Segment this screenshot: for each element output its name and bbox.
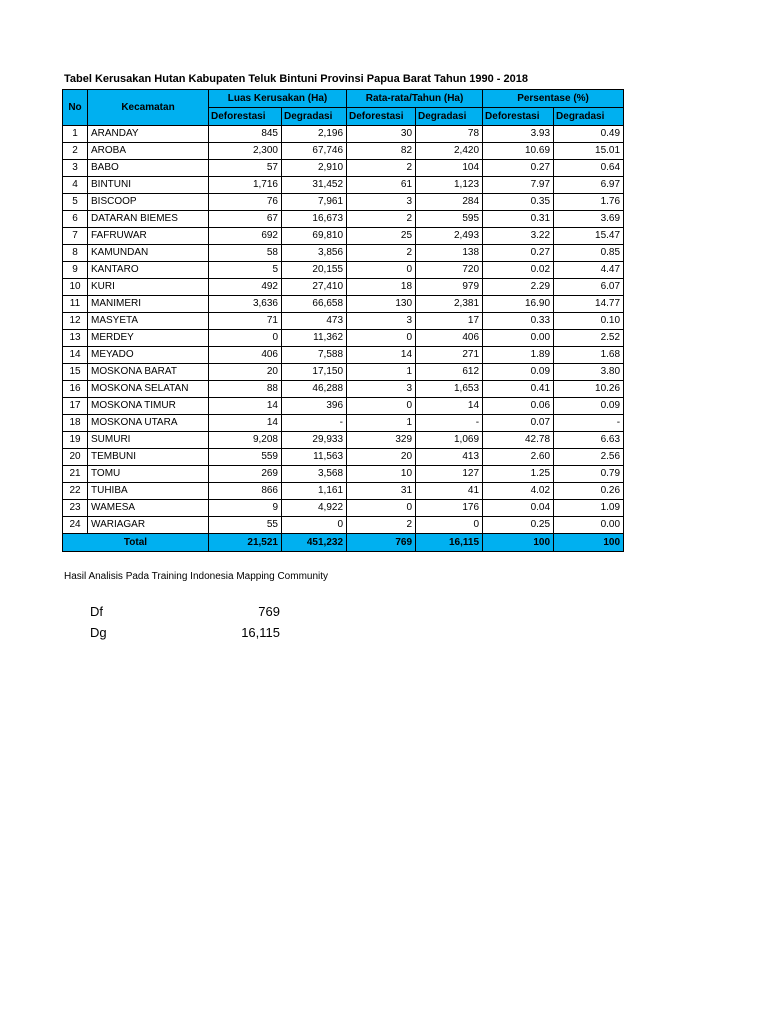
cell-rata-degradasi: 2,493 bbox=[416, 228, 483, 245]
cell-luas-deforestasi: 692 bbox=[209, 228, 282, 245]
total-luas-deforestasi: 21,521 bbox=[209, 534, 282, 552]
summary-value-df: 769 bbox=[258, 604, 280, 619]
cell-persen-deforestasi: 16.90 bbox=[483, 296, 554, 313]
cell-luas-degradasi: 7,588 bbox=[282, 347, 347, 364]
header-luas-kerusakan: Luas Kerusakan (Ha) bbox=[209, 90, 347, 108]
cell-luas-deforestasi: 5 bbox=[209, 262, 282, 279]
cell-rata-degradasi: 41 bbox=[416, 483, 483, 500]
table-body bbox=[63, 126, 624, 552]
cell-rata-degradasi: - bbox=[416, 415, 483, 432]
cell-kecamatan: TOMU bbox=[88, 466, 209, 483]
table-row bbox=[63, 449, 624, 466]
cell-luas-degradasi: 3,568 bbox=[282, 466, 347, 483]
cell-persen-degradasi: 6.07 bbox=[554, 279, 624, 296]
table-row bbox=[63, 517, 624, 534]
table-row bbox=[63, 143, 624, 160]
total-rata-degradasi: 16,115 bbox=[416, 534, 483, 552]
cell-luas-degradasi: 66,658 bbox=[282, 296, 347, 313]
cell-no: 18 bbox=[63, 415, 88, 432]
cell-rata-deforestasi: 18 bbox=[347, 279, 416, 296]
cell-no: 13 bbox=[63, 330, 88, 347]
cell-rata-degradasi: 138 bbox=[416, 245, 483, 262]
cell-persen-degradasi: 6.97 bbox=[554, 177, 624, 194]
cell-luas-degradasi: 29,933 bbox=[282, 432, 347, 449]
cell-luas-degradasi: 0 bbox=[282, 517, 347, 534]
cell-rata-degradasi: 0 bbox=[416, 517, 483, 534]
cell-kecamatan: BISCOOP bbox=[88, 194, 209, 211]
cell-rata-deforestasi: 61 bbox=[347, 177, 416, 194]
total-row bbox=[63, 534, 624, 552]
cell-luas-degradasi: 69,810 bbox=[282, 228, 347, 245]
cell-no: 9 bbox=[63, 262, 88, 279]
cell-rata-degradasi: 176 bbox=[416, 500, 483, 517]
cell-luas-degradasi: 16,673 bbox=[282, 211, 347, 228]
cell-luas-deforestasi: 14 bbox=[209, 415, 282, 432]
cell-rata-degradasi: 17 bbox=[416, 313, 483, 330]
table-row bbox=[63, 500, 624, 517]
header-rata-rata: Rata-rata/Tahun (Ha) bbox=[347, 90, 483, 108]
cell-persen-deforestasi: 0.02 bbox=[483, 262, 554, 279]
cell-persen-degradasi: 3.80 bbox=[554, 364, 624, 381]
table-row bbox=[63, 398, 624, 415]
table-row bbox=[63, 262, 624, 279]
cell-luas-degradasi: 4,922 bbox=[282, 500, 347, 517]
cell-persen-degradasi: 1.68 bbox=[554, 347, 624, 364]
cell-luas-degradasi: 31,452 bbox=[282, 177, 347, 194]
cell-luas-degradasi: 2,910 bbox=[282, 160, 347, 177]
cell-no: 8 bbox=[63, 245, 88, 262]
cell-kecamatan: ARANDAY bbox=[88, 126, 209, 143]
header-luas-deforestasi: Deforestasi bbox=[209, 108, 282, 126]
cell-no: 23 bbox=[63, 500, 88, 517]
cell-persen-degradasi: 15.47 bbox=[554, 228, 624, 245]
cell-kecamatan: MOSKONA BARAT bbox=[88, 364, 209, 381]
cell-kecamatan: TUHIBA bbox=[88, 483, 209, 500]
table-row bbox=[63, 279, 624, 296]
cell-persen-deforestasi: 0.09 bbox=[483, 364, 554, 381]
cell-persen-deforestasi: 7.97 bbox=[483, 177, 554, 194]
cell-rata-deforestasi: 1 bbox=[347, 364, 416, 381]
cell-rata-degradasi: 720 bbox=[416, 262, 483, 279]
cell-persen-deforestasi: 0.07 bbox=[483, 415, 554, 432]
cell-luas-degradasi: 67,746 bbox=[282, 143, 347, 160]
total-persen-deforestasi: 100 bbox=[483, 534, 554, 552]
cell-kecamatan: MOSKONA TIMUR bbox=[88, 398, 209, 415]
cell-kecamatan: DATARAN BIEMES bbox=[88, 211, 209, 228]
table-row bbox=[63, 211, 624, 228]
cell-persen-degradasi: 2.56 bbox=[554, 449, 624, 466]
header-persen-degradasi: Degradasi bbox=[554, 108, 624, 126]
cell-no: 3 bbox=[63, 160, 88, 177]
table-row bbox=[63, 160, 624, 177]
cell-rata-degradasi: 14 bbox=[416, 398, 483, 415]
cell-rata-deforestasi: 3 bbox=[347, 313, 416, 330]
cell-luas-deforestasi: 492 bbox=[209, 279, 282, 296]
header-persentase: Persentase (%) bbox=[483, 90, 624, 108]
header-kecamatan: Kecamatan bbox=[88, 90, 209, 126]
cell-persen-deforestasi: 3.93 bbox=[483, 126, 554, 143]
cell-luas-degradasi: 11,362 bbox=[282, 330, 347, 347]
cell-persen-deforestasi: 0.41 bbox=[483, 381, 554, 398]
cell-persen-degradasi: 0.79 bbox=[554, 466, 624, 483]
header-no: No bbox=[63, 90, 88, 126]
table-row bbox=[63, 364, 624, 381]
cell-rata-deforestasi: 2 bbox=[347, 160, 416, 177]
cell-rata-deforestasi: 82 bbox=[347, 143, 416, 160]
cell-persen-degradasi: 1.76 bbox=[554, 194, 624, 211]
cell-rata-deforestasi: 0 bbox=[347, 262, 416, 279]
cell-kecamatan: TEMBUNI bbox=[88, 449, 209, 466]
cell-kecamatan: MASYETA bbox=[88, 313, 209, 330]
cell-rata-deforestasi: 3 bbox=[347, 381, 416, 398]
cell-no: 2 bbox=[63, 143, 88, 160]
cell-no: 10 bbox=[63, 279, 88, 296]
cell-no: 7 bbox=[63, 228, 88, 245]
cell-persen-degradasi: 0.00 bbox=[554, 517, 624, 534]
cell-persen-deforestasi: 1.25 bbox=[483, 466, 554, 483]
cell-rata-degradasi: 271 bbox=[416, 347, 483, 364]
cell-no: 16 bbox=[63, 381, 88, 398]
cell-rata-degradasi: 284 bbox=[416, 194, 483, 211]
cell-rata-deforestasi: 3 bbox=[347, 194, 416, 211]
cell-persen-degradasi: - bbox=[554, 415, 624, 432]
cell-persen-deforestasi: 0.06 bbox=[483, 398, 554, 415]
cell-luas-deforestasi: 3,636 bbox=[209, 296, 282, 313]
cell-no: 20 bbox=[63, 449, 88, 466]
cell-luas-deforestasi: 88 bbox=[209, 381, 282, 398]
cell-no: 15 bbox=[63, 364, 88, 381]
cell-persen-deforestasi: 4.02 bbox=[483, 483, 554, 500]
total-rata-deforestasi: 769 bbox=[347, 534, 416, 552]
cell-rata-degradasi: 406 bbox=[416, 330, 483, 347]
cell-luas-deforestasi: 0 bbox=[209, 330, 282, 347]
cell-rata-degradasi: 413 bbox=[416, 449, 483, 466]
cell-kecamatan: MOSKONA UTARA bbox=[88, 415, 209, 432]
cell-persen-deforestasi: 2.29 bbox=[483, 279, 554, 296]
cell-rata-degradasi: 1,069 bbox=[416, 432, 483, 449]
cell-persen-deforestasi: 0.25 bbox=[483, 517, 554, 534]
table-row bbox=[63, 228, 624, 245]
header-rata-deforestasi: Deforestasi bbox=[347, 108, 416, 126]
cell-kecamatan: MOSKONA SELATAN bbox=[88, 381, 209, 398]
cell-rata-deforestasi: 31 bbox=[347, 483, 416, 500]
table-title: Tabel Kerusakan Hutan Kabupaten Teluk Bintuni Provinsi Papua Barat Tahun 1990 - 2018 bbox=[64, 73, 528, 85]
cell-rata-deforestasi: 0 bbox=[347, 500, 416, 517]
cell-luas-deforestasi: 845 bbox=[209, 126, 282, 143]
cell-no: 4 bbox=[63, 177, 88, 194]
cell-rata-deforestasi: 0 bbox=[347, 398, 416, 415]
cell-luas-deforestasi: 559 bbox=[209, 449, 282, 466]
table-row bbox=[63, 330, 624, 347]
cell-persen-degradasi: 1.09 bbox=[554, 500, 624, 517]
cell-rata-degradasi: 78 bbox=[416, 126, 483, 143]
cell-no: 12 bbox=[63, 313, 88, 330]
cell-rata-deforestasi: 130 bbox=[347, 296, 416, 313]
cell-rata-degradasi: 2,420 bbox=[416, 143, 483, 160]
total-persen-degradasi: 100 bbox=[554, 534, 624, 552]
cell-persen-deforestasi: 10.69 bbox=[483, 143, 554, 160]
cell-kecamatan: FAFRUWAR bbox=[88, 228, 209, 245]
cell-rata-deforestasi: 30 bbox=[347, 126, 416, 143]
cell-rata-degradasi: 1,123 bbox=[416, 177, 483, 194]
cell-no: 17 bbox=[63, 398, 88, 415]
cell-persen-degradasi: 10.26 bbox=[554, 381, 624, 398]
cell-luas-deforestasi: 269 bbox=[209, 466, 282, 483]
cell-persen-degradasi: 3.69 bbox=[554, 211, 624, 228]
cell-persen-deforestasi: 2.60 bbox=[483, 449, 554, 466]
cell-persen-degradasi: 0.85 bbox=[554, 245, 624, 262]
cell-rata-degradasi: 979 bbox=[416, 279, 483, 296]
cell-persen-deforestasi: 0.04 bbox=[483, 500, 554, 517]
cell-persen-deforestasi: 0.27 bbox=[483, 160, 554, 177]
cell-persen-deforestasi: 0.33 bbox=[483, 313, 554, 330]
cell-persen-deforestasi: 0.35 bbox=[483, 194, 554, 211]
cell-no: 19 bbox=[63, 432, 88, 449]
cell-luas-deforestasi: 76 bbox=[209, 194, 282, 211]
table-row bbox=[63, 347, 624, 364]
cell-kecamatan: BINTUNI bbox=[88, 177, 209, 194]
cell-rata-degradasi: 1,653 bbox=[416, 381, 483, 398]
cell-luas-degradasi: 46,288 bbox=[282, 381, 347, 398]
cell-rata-degradasi: 612 bbox=[416, 364, 483, 381]
cell-rata-deforestasi: 20 bbox=[347, 449, 416, 466]
cell-luas-deforestasi: 14 bbox=[209, 398, 282, 415]
cell-kecamatan: WAMESA bbox=[88, 500, 209, 517]
table-row bbox=[63, 466, 624, 483]
cell-rata-deforestasi: 1 bbox=[347, 415, 416, 432]
cell-rata-degradasi: 104 bbox=[416, 160, 483, 177]
cell-kecamatan: MERDEY bbox=[88, 330, 209, 347]
cell-luas-deforestasi: 9,208 bbox=[209, 432, 282, 449]
cell-rata-degradasi: 2,381 bbox=[416, 296, 483, 313]
cell-persen-degradasi: 0.49 bbox=[554, 126, 624, 143]
cell-rata-deforestasi: 329 bbox=[347, 432, 416, 449]
cell-rata-deforestasi: 25 bbox=[347, 228, 416, 245]
cell-luas-deforestasi: 67 bbox=[209, 211, 282, 228]
cell-rata-deforestasi: 14 bbox=[347, 347, 416, 364]
cell-luas-degradasi: 27,410 bbox=[282, 279, 347, 296]
cell-kecamatan: KURI bbox=[88, 279, 209, 296]
cell-luas-degradasi: - bbox=[282, 415, 347, 432]
cell-persen-deforestasi: 0.27 bbox=[483, 245, 554, 262]
cell-persen-degradasi: 0.26 bbox=[554, 483, 624, 500]
cell-rata-degradasi: 595 bbox=[416, 211, 483, 228]
cell-kecamatan: MEYADO bbox=[88, 347, 209, 364]
cell-persen-degradasi: 14.77 bbox=[554, 296, 624, 313]
cell-kecamatan: KAMUNDAN bbox=[88, 245, 209, 262]
cell-luas-deforestasi: 866 bbox=[209, 483, 282, 500]
cell-persen-degradasi: 6.63 bbox=[554, 432, 624, 449]
table-row bbox=[63, 296, 624, 313]
cell-luas-deforestasi: 55 bbox=[209, 517, 282, 534]
total-label: Total bbox=[63, 534, 209, 552]
cell-luas-degradasi: 20,155 bbox=[282, 262, 347, 279]
forest-damage-table bbox=[62, 89, 624, 552]
cell-luas-deforestasi: 9 bbox=[209, 500, 282, 517]
source-note: Hasil Analisis Pada Training Indonesia Mapping Community bbox=[64, 571, 329, 582]
cell-persen-degradasi: 0.10 bbox=[554, 313, 624, 330]
cell-luas-deforestasi: 20 bbox=[209, 364, 282, 381]
cell-kecamatan: AROBA bbox=[88, 143, 209, 160]
cell-luas-degradasi: 396 bbox=[282, 398, 347, 415]
cell-no: 5 bbox=[63, 194, 88, 211]
cell-kecamatan: KANTARO bbox=[88, 262, 209, 279]
cell-luas-degradasi: 2,196 bbox=[282, 126, 347, 143]
cell-kecamatan: BABO bbox=[88, 160, 209, 177]
cell-persen-degradasi: 4.47 bbox=[554, 262, 624, 279]
table-row bbox=[63, 313, 624, 330]
header-rata-degradasi: Degradasi bbox=[416, 108, 483, 126]
cell-persen-deforestasi: 3.22 bbox=[483, 228, 554, 245]
table-row bbox=[63, 177, 624, 194]
total-luas-degradasi: 451,232 bbox=[282, 534, 347, 552]
cell-kecamatan: SUMURI bbox=[88, 432, 209, 449]
cell-rata-deforestasi: 10 bbox=[347, 466, 416, 483]
cell-persen-deforestasi: 1.89 bbox=[483, 347, 554, 364]
summary-label-dg: Dg bbox=[90, 625, 107, 640]
cell-luas-degradasi: 3,856 bbox=[282, 245, 347, 262]
cell-rata-deforestasi: 2 bbox=[347, 245, 416, 262]
table-row bbox=[63, 483, 624, 500]
cell-persen-degradasi: 2.52 bbox=[554, 330, 624, 347]
cell-no: 14 bbox=[63, 347, 88, 364]
table-row bbox=[63, 432, 624, 449]
table-row bbox=[63, 245, 624, 262]
header-luas-degradasi: Degradasi bbox=[282, 108, 347, 126]
cell-persen-deforestasi: 0.00 bbox=[483, 330, 554, 347]
cell-persen-degradasi: 0.09 bbox=[554, 398, 624, 415]
cell-luas-degradasi: 473 bbox=[282, 313, 347, 330]
summary-value-dg: 16,115 bbox=[241, 625, 280, 640]
cell-luas-degradasi: 1,161 bbox=[282, 483, 347, 500]
cell-no: 11 bbox=[63, 296, 88, 313]
cell-rata-degradasi: 127 bbox=[416, 466, 483, 483]
cell-rata-deforestasi: 2 bbox=[347, 517, 416, 534]
cell-luas-deforestasi: 71 bbox=[209, 313, 282, 330]
cell-rata-deforestasi: 2 bbox=[347, 211, 416, 228]
cell-persen-deforestasi: 42.78 bbox=[483, 432, 554, 449]
cell-no: 21 bbox=[63, 466, 88, 483]
cell-no: 1 bbox=[63, 126, 88, 143]
table-row bbox=[63, 126, 624, 143]
summary-label-df: Df bbox=[90, 604, 103, 619]
table-row bbox=[63, 415, 624, 432]
cell-no: 24 bbox=[63, 517, 88, 534]
cell-luas-deforestasi: 58 bbox=[209, 245, 282, 262]
cell-no: 22 bbox=[63, 483, 88, 500]
header-persen-deforestasi: Deforestasi bbox=[483, 108, 554, 126]
cell-kecamatan: MANIMERI bbox=[88, 296, 209, 313]
cell-luas-degradasi: 7,961 bbox=[282, 194, 347, 211]
cell-luas-deforestasi: 57 bbox=[209, 160, 282, 177]
cell-luas-deforestasi: 1,716 bbox=[209, 177, 282, 194]
cell-luas-deforestasi: 2,300 bbox=[209, 143, 282, 160]
cell-no: 6 bbox=[63, 211, 88, 228]
cell-persen-degradasi: 15.01 bbox=[554, 143, 624, 160]
table-row bbox=[63, 381, 624, 398]
cell-luas-deforestasi: 406 bbox=[209, 347, 282, 364]
table-row bbox=[63, 194, 624, 211]
cell-persen-degradasi: 0.64 bbox=[554, 160, 624, 177]
cell-kecamatan: WARIAGAR bbox=[88, 517, 209, 534]
cell-persen-deforestasi: 0.31 bbox=[483, 211, 554, 228]
cell-rata-deforestasi: 0 bbox=[347, 330, 416, 347]
cell-luas-degradasi: 11,563 bbox=[282, 449, 347, 466]
cell-luas-degradasi: 17,150 bbox=[282, 364, 347, 381]
